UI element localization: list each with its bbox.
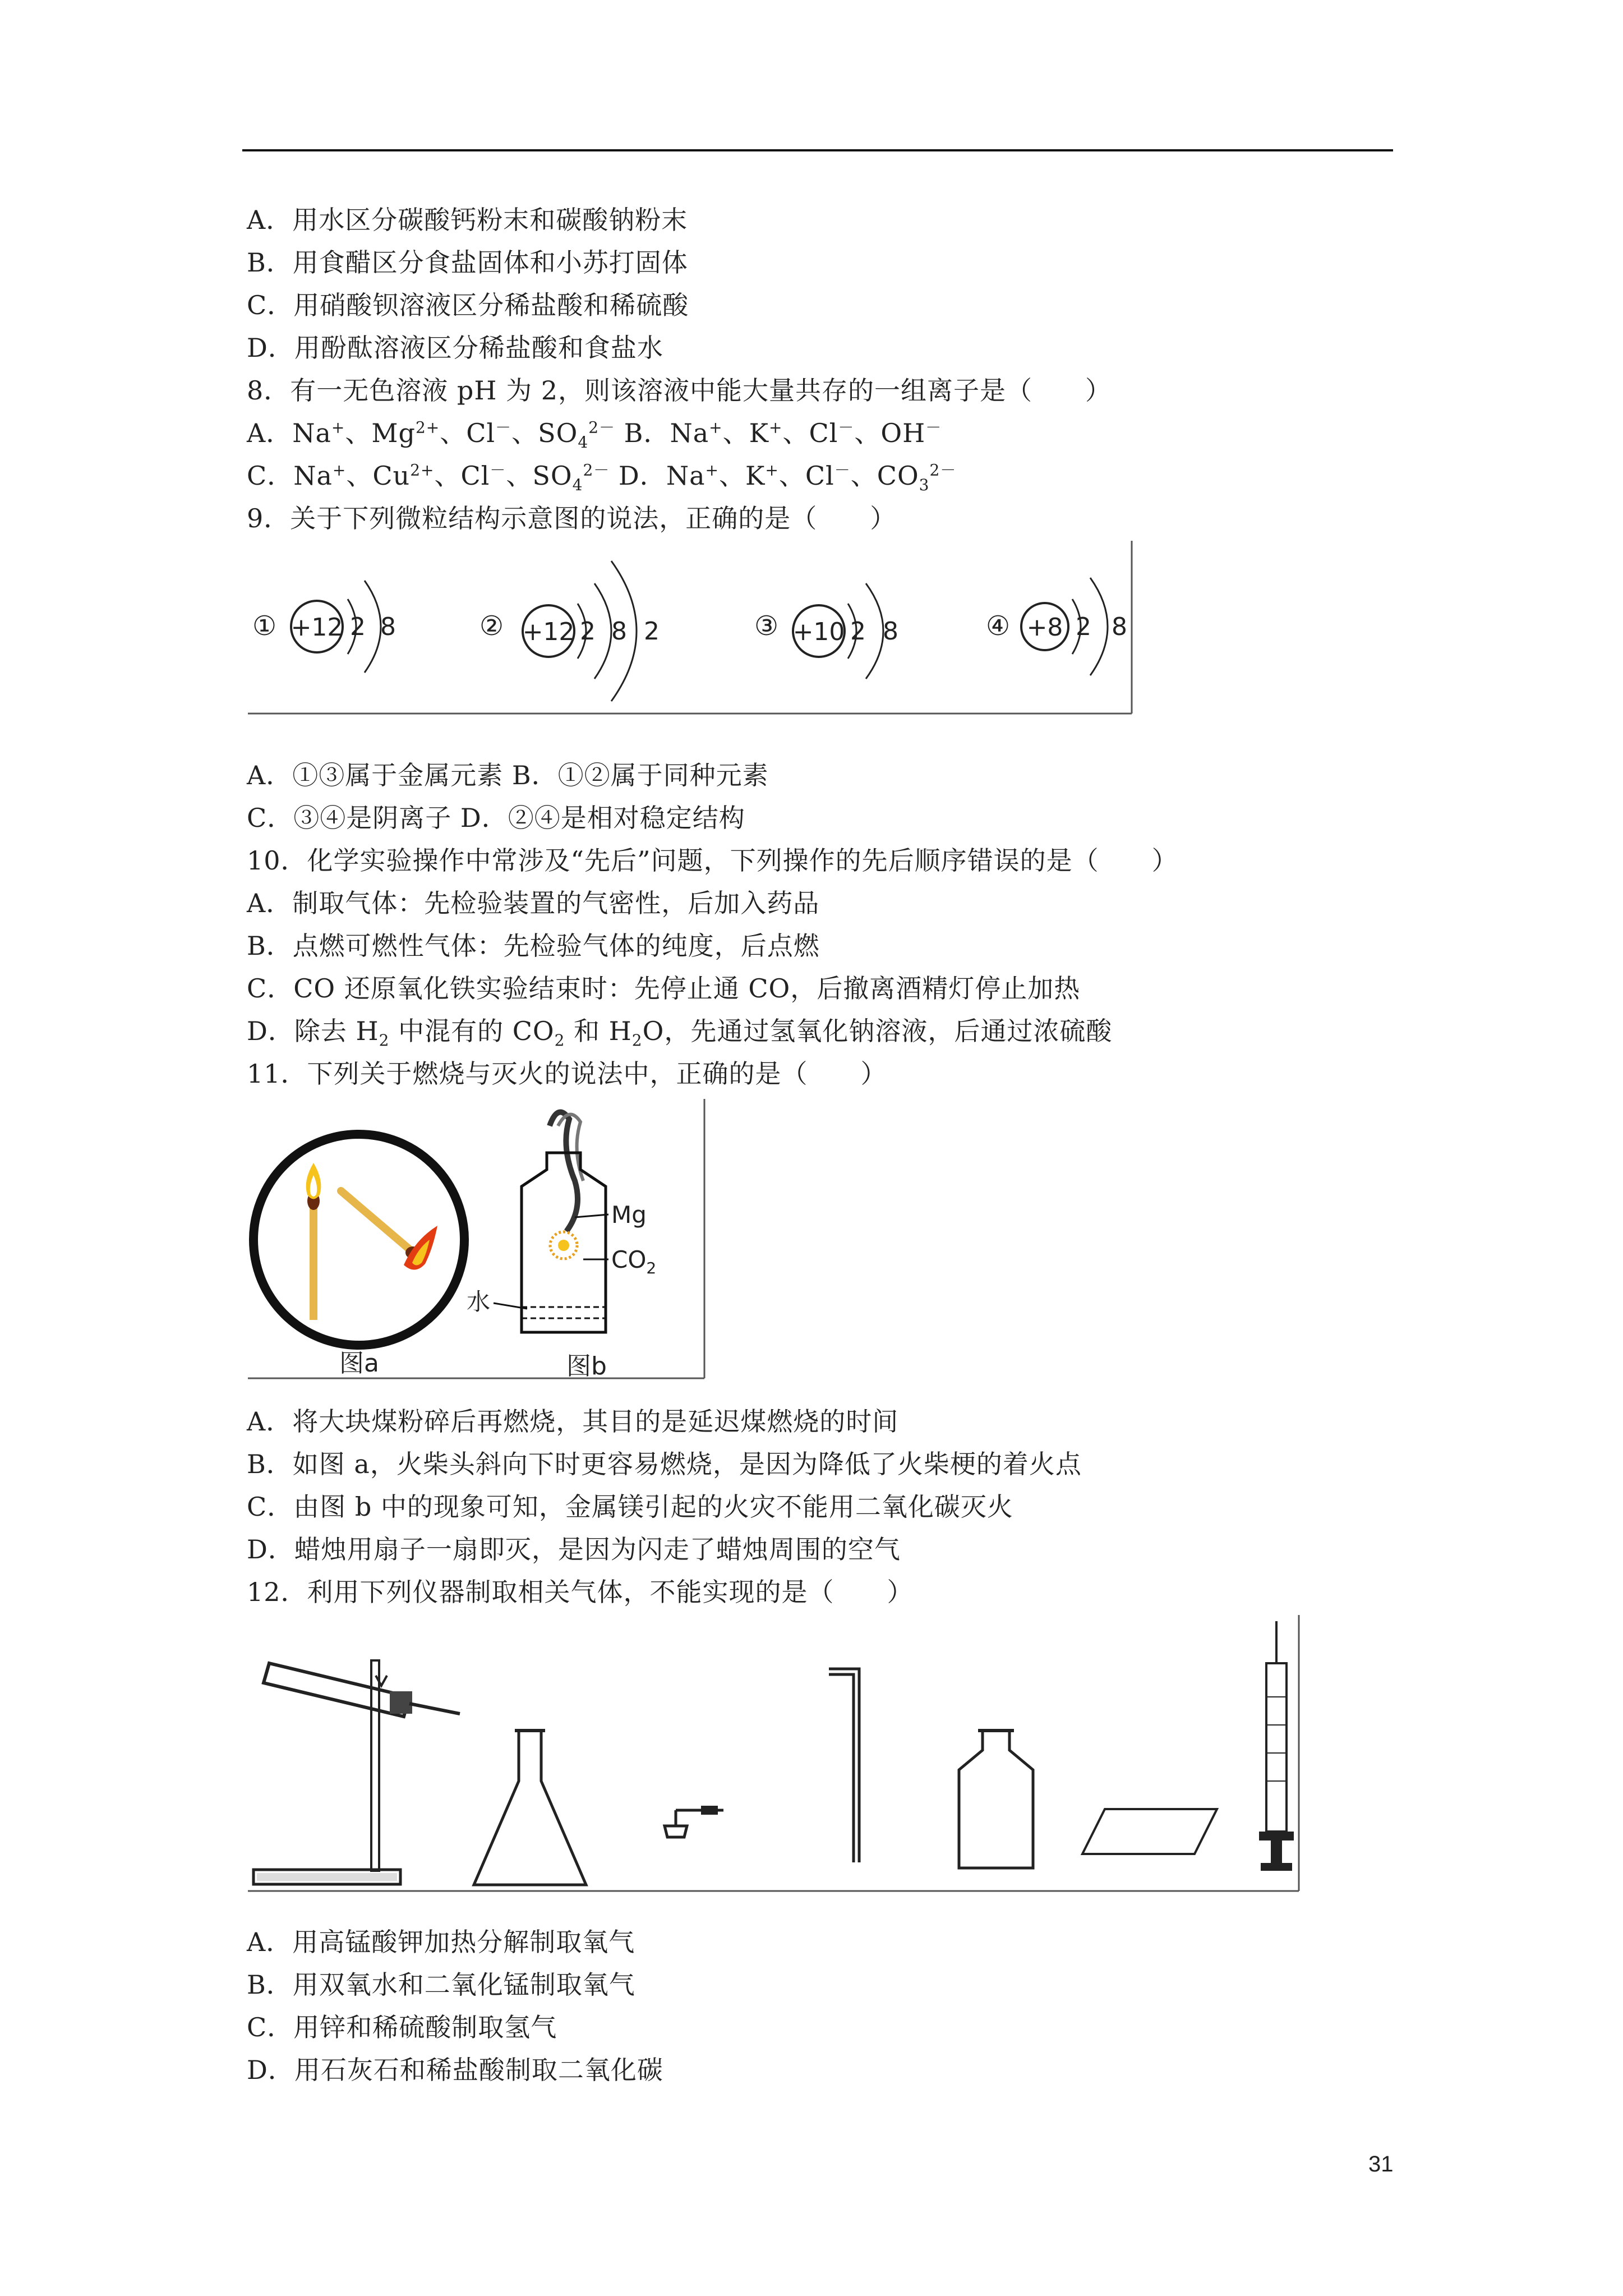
- conical-flask: [474, 1731, 586, 1885]
- q9-atom-structure-figure: [247, 539, 1138, 720]
- fig-b-water-label: 水: [467, 1288, 491, 1315]
- q11-combustion-figure: [247, 1097, 712, 1385]
- q10-option-d: D．除去 $H_2$ 中混有的 $CO_2$ 和 $H_2O$，先通过氢氧化钠溶液，后通过浓硫酸: [247, 1016, 1113, 1050]
- q12-stem: 12．利用下列仪器制取相关气体，不能实现的是（ ）: [247, 1577, 914, 1607]
- particle-3-shell-2: 8: [883, 617, 898, 646]
- q7-option-d: D．用酚酞溶液区分稀盐酸和食盐水: [247, 333, 663, 363]
- q9-stem: 9．关于下列微粒结构示意图的说法，正确的是（ ）: [247, 503, 897, 533]
- q12-option-c: C．用锌和稀硫酸制取氢气: [247, 2012, 557, 2042]
- particle-1-label: ①: [252, 610, 277, 642]
- bent-glass-tube: [829, 1669, 859, 1862]
- q12-option-d: D．用石灰石和稀盐酸制取二氧化碳: [247, 2055, 663, 2085]
- fig-b-tongs: [550, 1112, 578, 1232]
- q10-option-b: B．点燃可燃性气体：先检验气体的纯度，后点燃: [247, 931, 820, 961]
- q7-option-a: A．用水区分碳酸钙粉末和碳酸钠粉末: [247, 205, 688, 235]
- q11-option-b: B．如图 a，火柴头斜向下时更容易燃烧，是因为降低了火柴梗的着火点: [247, 1449, 1082, 1479]
- particle-1-nucleus: +12: [291, 613, 343, 642]
- q9-options-cd: C．③④是阴离子 D．②④是相对稳定结构: [247, 803, 745, 833]
- q12-apparatus-figure: [247, 1613, 1307, 1898]
- particle-2-nucleus: +12: [522, 618, 575, 646]
- fig-a-match-tilted: [341, 1191, 409, 1249]
- q10-stem: 10．化学实验操作中常涉及“先后”问题，下列操作的先后顺序错误的是（ ）: [247, 845, 1178, 876]
- particle-4-label: ④: [986, 610, 1011, 642]
- particle-2-shell-1: 2: [580, 617, 596, 646]
- particle-2-shell-2: 8: [611, 617, 627, 646]
- glass-plate: [1082, 1809, 1217, 1854]
- fig-a-match-upright: [310, 1202, 317, 1320]
- particle-2-label: ②: [479, 610, 504, 642]
- syringe: [1259, 1621, 1294, 1871]
- q8-options-ab: A．Na+、$Mg^{2+}$、Cl－、$SO_4^{2-}$ B．Na+、K+、Cl－、OH－: [247, 418, 942, 452]
- particle-3-label: ③: [754, 610, 779, 642]
- q11-stem: 11．下列关于燃烧与灭火的说法中，正确的是（ ）: [247, 1059, 887, 1089]
- page-number: 31: [1368, 2152, 1394, 2177]
- q9-options-ab: A．①③属于金属元素 B．①②属于同种元素: [247, 760, 769, 790]
- particle-4-nucleus: +8: [1026, 613, 1063, 642]
- q12-option-a: A．用高锰酸钾加热分解制取氧气: [247, 1927, 635, 1957]
- fig-a-label: 图a: [339, 1349, 379, 1378]
- gas-collecting-bottle: [959, 1731, 1033, 1868]
- q12-option-b: B．用双氧水和二氧化锰制取氧气: [247, 1970, 635, 2000]
- particle-3-nucleus: +10: [792, 618, 845, 646]
- fig-b-label: 图b: [566, 1352, 607, 1381]
- q8-stem: 8．有一无色溶液 pH 为 2，则该溶液中能大量共存的一组离子是（ ）: [247, 375, 1112, 406]
- fig-b-co2-label: $CO_2$: [611, 1246, 657, 1277]
- particle-4-shell-2: 8: [1112, 613, 1127, 641]
- particle-4-shell-1: 2: [1076, 613, 1091, 641]
- q11-option-c: C．由图 b 中的现象可知，金属镁引起的火灾不能用二氧化碳灭火: [247, 1492, 1013, 1522]
- q11-option-a: A．将大块煤粉碎后再燃烧，其目的是延迟煤燃烧的时间: [247, 1406, 899, 1437]
- q11-option-d: D．蜡烛用扇子一扇即灭，是因为闪走了蜡烛周围的空气: [247, 1534, 901, 1565]
- q10-option-c: C．CO 还原氧化铁实验结束时：先停止通 CO，后撤离酒精灯停止加热: [247, 973, 1081, 1004]
- q10-option-a: A．制取气体：先检验装置的气密性，后加入药品: [247, 888, 820, 918]
- header-rule: [242, 149, 1393, 151]
- particle-1-shell-1: 2: [350, 613, 366, 641]
- particle-2-shell-3: 2: [644, 617, 660, 646]
- q8-options-cd: C．Na+、$Cu^{2+}$、Cl－、$SO_4^{2-}$ D．Na+、K+、Cl－、$CO_3^{2-}$: [247, 461, 957, 495]
- iron-stand-with-test-tube: [253, 1660, 460, 1884]
- rubber-stopper-with-tube: [665, 1806, 723, 1837]
- particle-1-shell-2: 8: [380, 613, 396, 641]
- q7-option-b: B．用食醋区分食盐固体和小苏打固体: [247, 247, 688, 278]
- particle-3-shell-1: 2: [850, 617, 866, 646]
- fig-b-mg-label: Mg: [611, 1201, 647, 1228]
- q7-option-c: C．用硝酸钡溶液区分稀盐酸和稀硫酸: [247, 290, 689, 320]
